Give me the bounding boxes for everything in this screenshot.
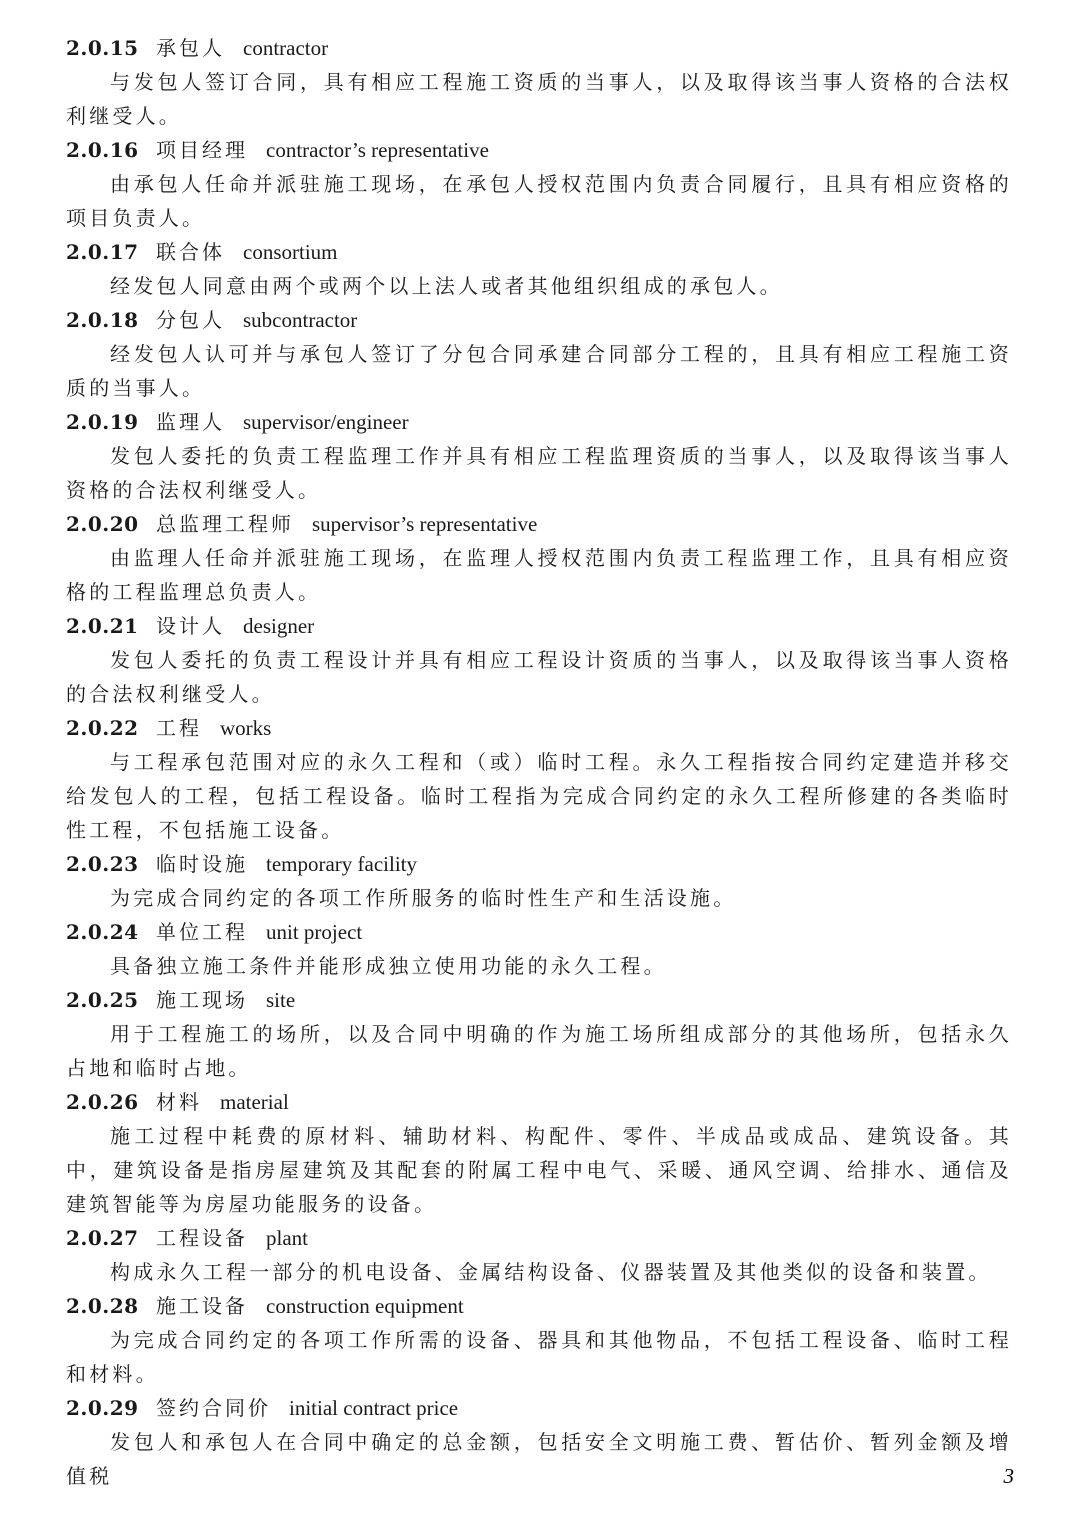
term-heading [66, 235, 1012, 269]
term-chinese: 联合体 [156, 240, 225, 264]
term-entry [66, 609, 1012, 711]
term-heading [66, 31, 1012, 65]
term-entry [66, 983, 1012, 1085]
term-english: material [220, 1090, 289, 1114]
term-number: 2.0.21 [66, 614, 139, 638]
term-definition: 由承包人任命并派驻施工现场，在承包人授权范围内负责合同履行，且具有相应资格的项目负责人。 [66, 172, 1012, 230]
term-number: 2.0.22 [66, 716, 139, 740]
term-english: unit project [266, 920, 363, 944]
term-chinese: 工程 [156, 716, 202, 740]
term-definition: 与发包人签订合同，具有相应工程施工资质的当事人，以及取得该当事人资格的合法权利继受人。 [66, 70, 1012, 128]
term-english: plant [266, 1226, 308, 1250]
term-chinese: 临时设施 [156, 852, 248, 876]
term-definition: 为完成合同约定的各项工作所需的设备、器具和其他物品，不包括工程设备、临时工程和材料。 [66, 1328, 1012, 1386]
term-chinese: 总监理工程师 [156, 512, 294, 536]
term-definition: 与工程承包范围对应的永久工程和（或）临时工程。永久工程指按合同约定建造并移交给发包人的工程，包括工程设备。临时工程指为完成合同约定的永久工程所修建的各类临时性工程，不包括施工设备。 [66, 750, 1012, 842]
term-heading [66, 711, 1012, 745]
term-chinese: 项目经理 [156, 138, 248, 162]
term-chinese: 施工设备 [156, 1294, 248, 1318]
term-english: subcontractor [243, 308, 358, 332]
term-number: 2.0.23 [66, 852, 139, 876]
term-heading [66, 1391, 1012, 1425]
term-number: 2.0.25 [66, 988, 139, 1012]
term-chinese: 监理人 [156, 410, 225, 434]
term-heading [66, 847, 1012, 881]
term-definition: 构成永久工程一部分的机电设备、金属结构设备、仪器装置及其他类似的设备和装置。 [110, 1260, 992, 1284]
term-english: consortium [243, 240, 338, 264]
term-chinese: 材料 [156, 1090, 202, 1114]
term-heading [66, 133, 1012, 167]
term-entry [66, 915, 1012, 983]
term-heading [66, 609, 1012, 643]
term-chinese: 施工现场 [156, 988, 248, 1012]
term-heading [66, 1221, 1012, 1255]
document-page [66, 31, 1012, 1493]
term-entry [66, 1085, 1012, 1221]
term-english: supervisor/engineer [243, 410, 409, 434]
term-heading [66, 507, 1012, 541]
term-definition: 用于工程施工的场所，以及合同中明确的作为施工场所组成部分的其他场所，包括永久占地和临时占地。 [66, 1022, 1012, 1080]
term-number: 2.0.16 [66, 138, 139, 162]
term-number: 2.0.17 [66, 240, 139, 264]
term-heading [66, 303, 1012, 337]
term-english: construction equipment [266, 1294, 464, 1318]
term-chinese: 单位工程 [156, 920, 248, 944]
term-english: designer [243, 614, 315, 638]
term-definition: 经发包人认可并与承包人签订了分包合同承建合同部分工程的，且具有相应工程施工资质的当事人。 [66, 342, 1012, 400]
term-entry [66, 31, 1012, 133]
term-chinese: 签约合同价 [156, 1396, 271, 1420]
term-english: site [266, 988, 296, 1012]
term-chinese: 分包人 [156, 308, 225, 332]
term-english: contractor’s representative [266, 138, 489, 162]
term-english: supervisor’s representative [312, 512, 538, 536]
term-entry [66, 1391, 1012, 1493]
term-number: 2.0.26 [66, 1090, 139, 1114]
term-number: 2.0.19 [66, 410, 139, 434]
page-number: 3 [1003, 1464, 1014, 1488]
term-definition: 发包人委托的负责工程设计并具有相应工程设计资质的当事人，以及取得该当事人资格的合法权利继受人。 [66, 648, 1012, 706]
term-number: 2.0.27 [66, 1226, 139, 1250]
term-number: 2.0.28 [66, 1294, 139, 1318]
term-english: works [220, 716, 272, 740]
term-definition: 为完成合同约定的各项工作所服务的临时性生产和生活设施。 [110, 886, 737, 910]
term-definition: 由监理人任命并派驻施工现场，在监理人授权范围内负责工程监理工作，且具有相应资格的工程监理总负责人。 [66, 546, 1012, 604]
term-heading [66, 1085, 1012, 1119]
term-number: 2.0.15 [66, 36, 139, 60]
term-heading [66, 405, 1012, 439]
term-number: 2.0.24 [66, 920, 139, 944]
term-heading [66, 915, 1012, 949]
term-chinese: 承包人 [156, 36, 225, 60]
term-entry [66, 847, 1012, 915]
term-english: temporary facility [266, 852, 418, 876]
term-definition: 具备独立施工条件并能形成独立使用功能的永久工程。 [110, 954, 667, 978]
term-number: 2.0.18 [66, 308, 139, 332]
term-number: 2.0.20 [66, 512, 139, 536]
term-entry [66, 303, 1012, 405]
term-entry [66, 711, 1012, 847]
term-heading [66, 1289, 1012, 1323]
term-definition: 施工过程中耗费的原材料、辅助材料、构配件、零件、半成品或成品、建筑设备。其中，建筑设备是指房屋建筑及其配套的附属工程中电气、采暖、通风空调、给排水、通信及建筑智能等为房屋功能服务的设备。 [66, 1124, 1012, 1216]
term-definition: 发包人和承包人在合同中确定的总金额，包括安全文明施工费、暂估价、暂列金额及增值税 [66, 1430, 1012, 1488]
term-chinese: 设计人 [156, 614, 225, 638]
term-entry [66, 405, 1012, 507]
term-entry [66, 1221, 1012, 1289]
term-entry [66, 235, 1012, 303]
term-entry [66, 133, 1012, 235]
term-chinese: 工程设备 [156, 1226, 248, 1250]
term-definition: 发包人委托的负责工程监理工作并具有相应工程监理资质的当事人，以及取得该当事人资格的合法权利继受人。 [66, 444, 1012, 502]
term-english: contractor [243, 36, 329, 60]
term-number: 2.0.29 [66, 1396, 139, 1420]
term-english: initial contract price [289, 1396, 459, 1420]
term-entry [66, 507, 1012, 609]
term-definition: 经发包人同意由两个或两个以上法人或者其他组织组成的承包人。 [110, 274, 783, 298]
term-entry [66, 1289, 1012, 1391]
term-heading [66, 983, 1012, 1017]
